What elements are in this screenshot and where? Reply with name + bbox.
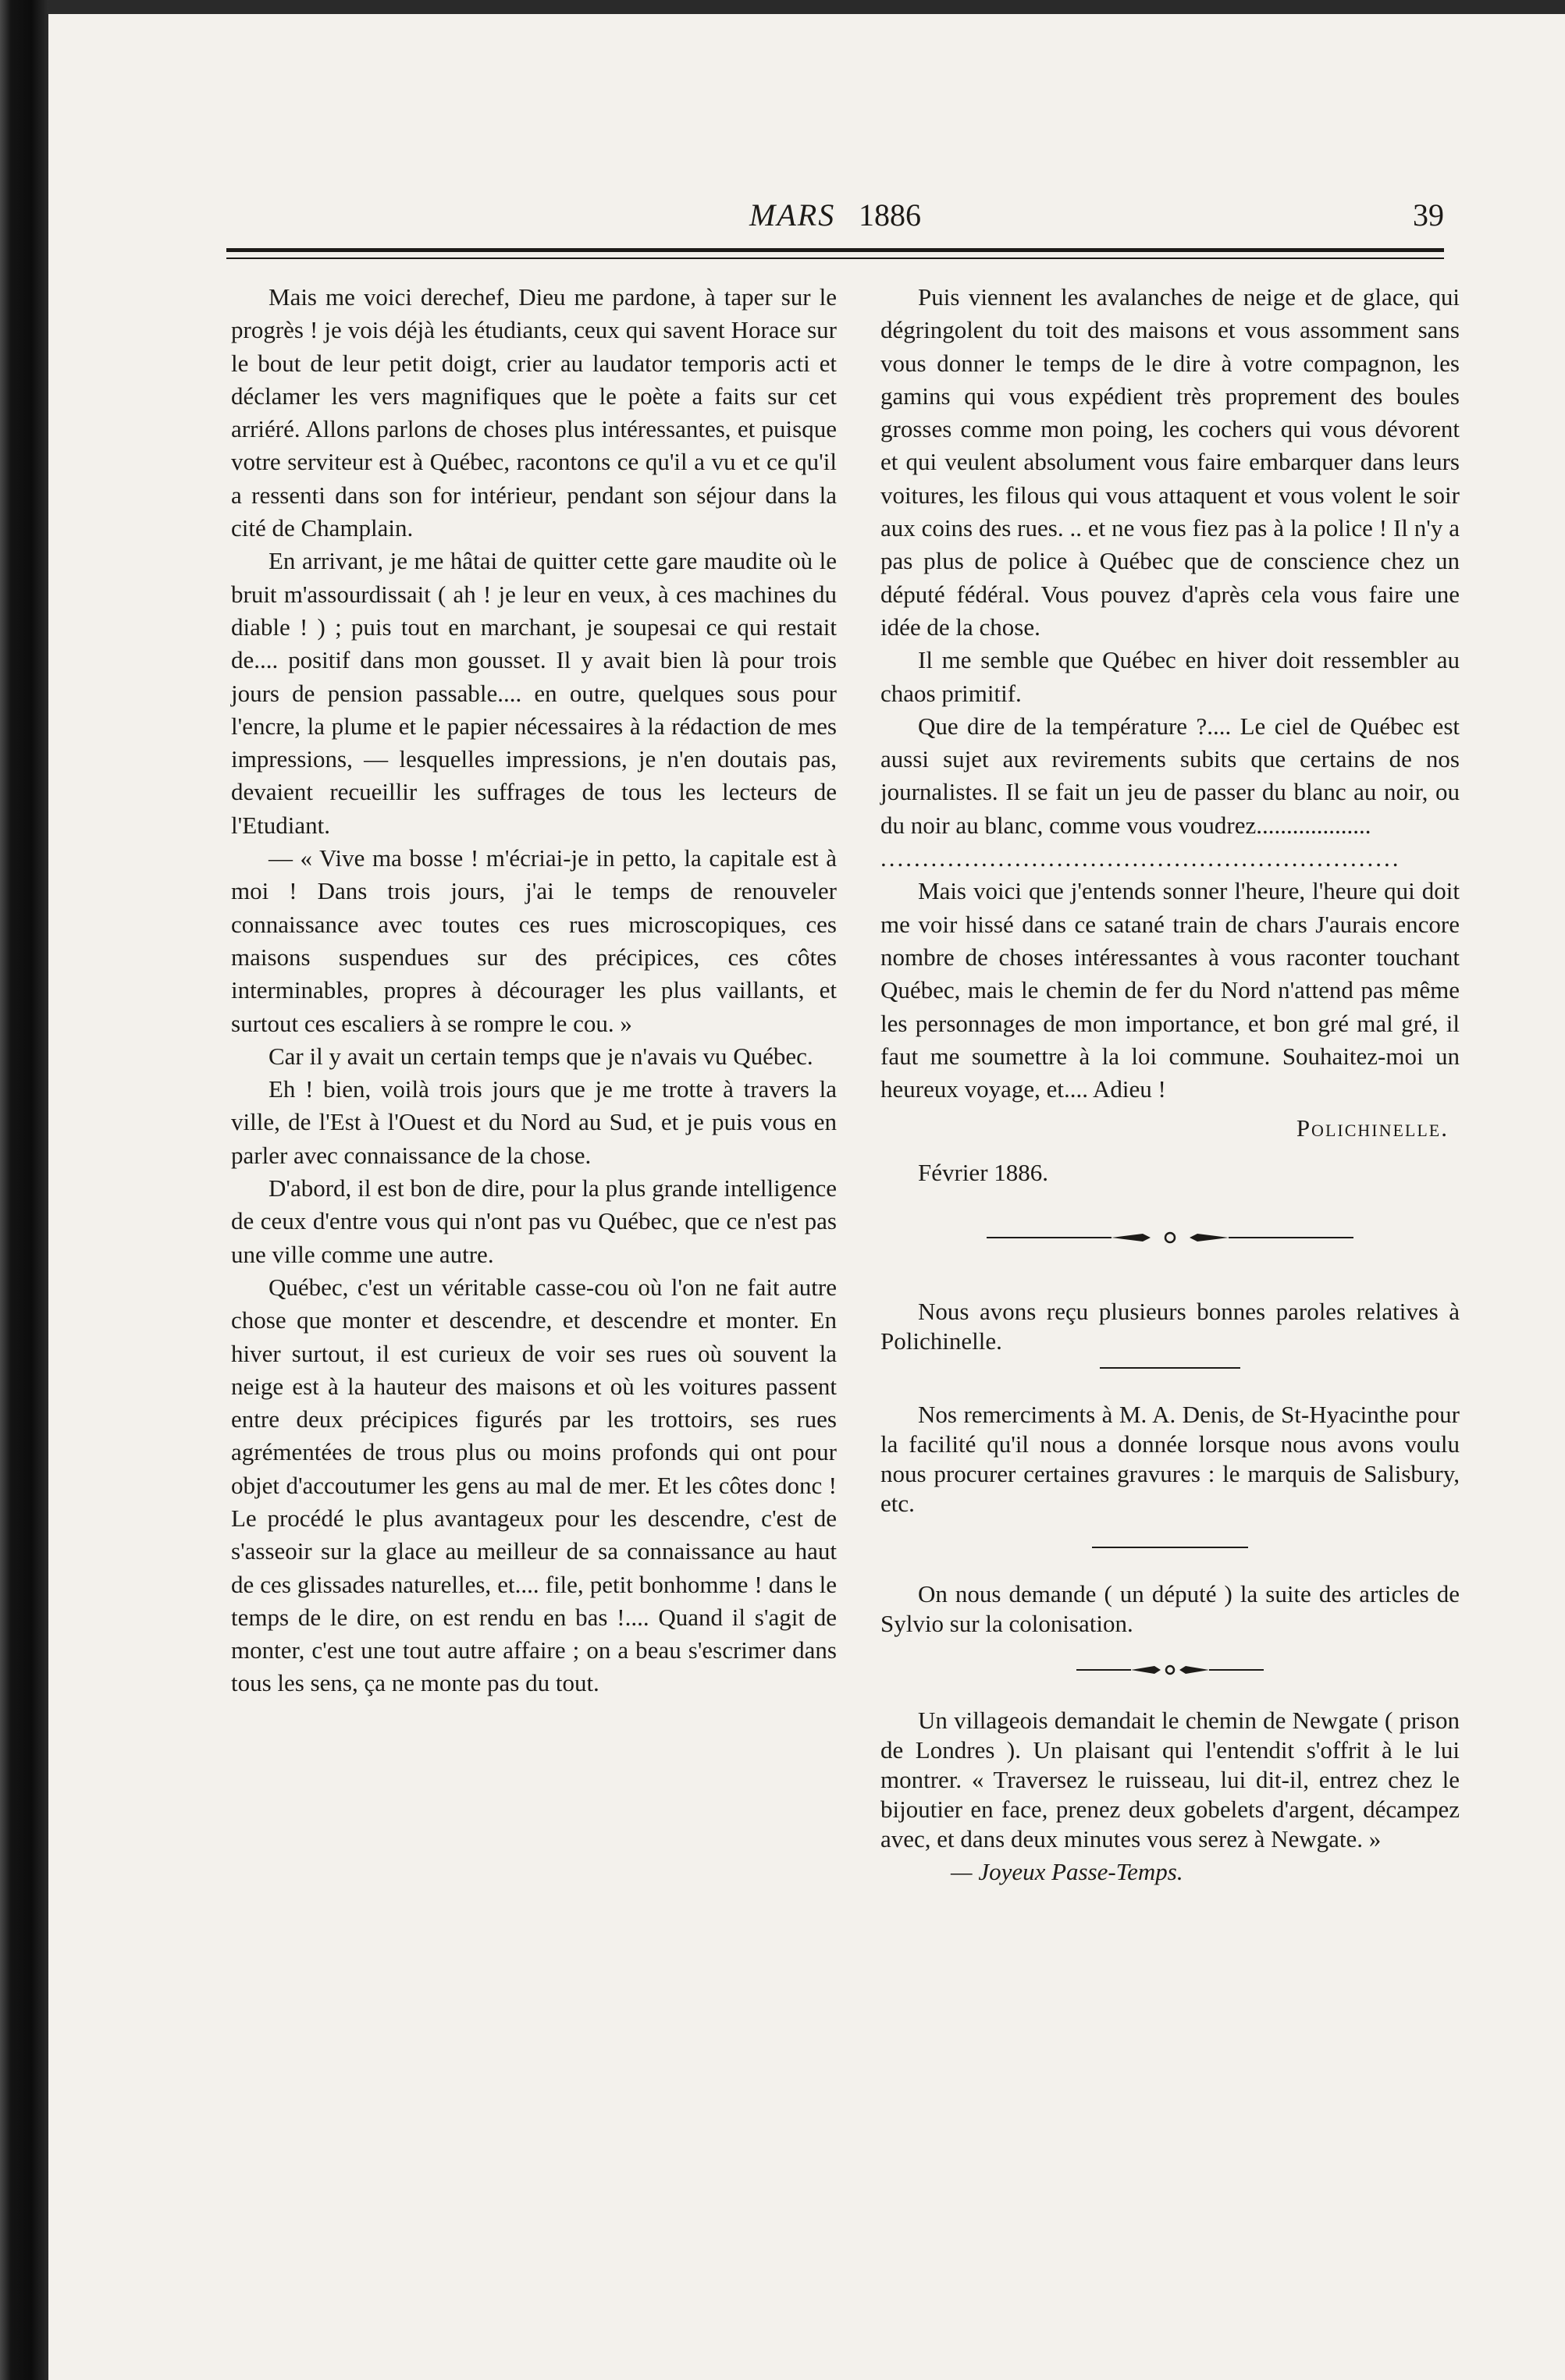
paragraph: Puis viennent les avalanches de neige et de glace, qui dégringolent du toit des maisons et vous assomment sans vous donner le temps de le dire à votre compagnon, les gamins qui vous expédient très proprement des boules grosses comme mon poing, les cochers qui vous dévorent et qui veulent absolument vous faire embarquer dans leurs voitures, les filous qui vous attaquent et vous volent le soir aux coins des rues. .. et ne vous fiez pas à la police ! Il n'y a pas plus de police à Québec que de conscience chez un député fédéral. Vous pouvez d'après cela vous faire une idée de la chose.	[880, 283, 1460, 641]
short-rule	[1100, 1367, 1240, 1369]
note: On nous demande ( un député ) la suite des articles de Sylvio sur la colonisation.	[880, 1580, 1460, 1638]
paragraph: En arrivant, je me hâtai de quitter cette gare maudite où le bruit m'assourdissait ( ah ! je leur en veux, à ces machines du diable ! ) ; puis tout en marchant, je soupesai ce qui restait de.... positif dans mon gousset. Il y avait bien là pour trois jours de pension passable.... en outre, quelques sous pour l'encre, la plume et le papier nécessaires à la rédaction de mes impressions, — lesquelles impressions, je n'en doutais pas, devaient recueillir les suffrages de tous les lecteurs de l'Etudiant.	[231, 547, 837, 839]
left-column	[231, 281, 837, 1700]
short-rule	[1092, 1547, 1248, 1548]
paragraph: Mais voici que j'entends sonner l'heure, l'heure qui doit me voir hissé dans ce satané train de chars J'aurais encore nombre de choses intéressantes à vous raconter touchant Québec, mais le chemin de fer du Nord n'attend pas même les personnages de mon importance, et bon gré mal gré, il faut me soumettre à la loi commune. Souhaitez-moi un heureux voyage, et.... Adieu !	[880, 877, 1460, 1103]
header-rule-thin	[226, 258, 1444, 259]
book-spine-edge	[0, 0, 48, 2380]
header-month: MARS	[749, 197, 836, 233]
ornament-divider-icon	[1076, 1662, 1264, 1678]
paragraph: Il me semble que Québec en hiver doit ressembler au chaos primitif.	[880, 646, 1460, 707]
date-line: Février 1886.	[918, 1158, 1049, 1186]
page-number: 39	[1413, 197, 1444, 233]
running-header	[226, 197, 1444, 243]
paragraph: D'abord, il est bon de dire, pour la plus grande intelligence de ceux d'entre vous qui n'ont pas vu Québec, que ce n'est pas une ville comme une autre.	[231, 1174, 837, 1268]
credit-line: — Joyeux Passe-Temps.	[951, 1858, 1183, 1886]
ornament-divider-icon	[987, 1230, 1353, 1245]
paragraph: Québec, c'est un véritable casse-cou où l'on ne fait autre chose que monter et descendre, et descendre et monter. En hiver surtout, il est curieux de voir ses rues où souvent la neige est à la hauteur des maisons et où les voitures passent entre deux précipices figurés par les trottoirs, ses rues agrémentées de trous plus ou moins profonds qui ont pour objet d'accoutumer les gens au mal de mer. Et les côtes donc ! Le procédé le plus avantageux pour les descendre, c'est de s'asseoir sur la glace au meilleur de sa connaissance au haut de ces glissades naturelles, et.... file, petit bonhomme ! dans le temps de le dire, on est rendu en bas !.... Quand il s'agit de monter, c'est une tout autre affaire ; on a beau s'escrimer dans tous les sens, ça ne monte pas du tout.	[231, 1273, 837, 1697]
note: Nous avons reçu plusieurs bonnes paroles relatives à Polichinelle.	[880, 1298, 1460, 1355]
header-year: 1886	[859, 197, 921, 233]
top-edge-band	[0, 0, 1565, 14]
note: Un villageois demandait le chemin de Newgate ( prison de Londres ). Un plaisant qui l'entendit s'offrit à le lui montrer. « Traversez le ruisseau, lui dit-il, entrez chez le bijoutier en face, prenez deux gobelets d'argent, décampez avec, et dans deux minutes vous serez à Newgate. »	[880, 1707, 1460, 1853]
paragraph: Que dire de la température ?.... Le ciel de Québec est aussi sujet aux revirements subits que certains de nos journalistes. Il se fait un jeu de passer du blanc au noir, ou du noir au blanc, comme vous voudrez...................	[880, 712, 1460, 839]
ellipsis-line: ..............................................................	[880, 844, 1401, 872]
header-rule-thick	[226, 248, 1444, 252]
right-column	[880, 281, 1460, 1887]
signature: Polichinelle.	[1296, 1114, 1449, 1142]
paragraph: Mais me voici derechef, Dieu me pardone, à taper sur le progrès ! je vois déjà les étudiants, ceux qui savent Horace sur le bout de leur petit doigt, crier au laudator temporis acti et déclamer les vers magnifiques que le poète a faits sur cet arriéré. Allons parlons de choses plus intéressantes, et puisque votre serviteur est à Québec, racontons ce qu'il a vu et ce qu'il a ressenti dans son for intérieur, pendant son séjour dans la cité de Champlain.	[231, 283, 837, 542]
note: Nos remerciments à M. A. Denis, de St-Hyacinthe pour la facilité qu'il nous a donnée lorsque nous avons voulu nous procurer certaines gravures : le marquis de Salisbury, etc.	[880, 1401, 1460, 1518]
paragraph: — « Vive ma bosse ! m'écriai-je in petto, la capitale est à moi ! Dans trois jours, j'ai le temps de renouveler connaissance avec toutes ces rues microscopiques, ces maisons suspendues sur des précipices, ces côtes interminables, propres à décourager les plus vaillants, et surtout ces escaliers à se rompre le cou. »	[231, 844, 837, 1037]
paragraph: Eh ! bien, voilà trois jours que je me trotte à travers la ville, de l'Est à l'Ouest et du Nord au Sud, et je puis vous en parler avec connaissance de la chose.	[231, 1075, 837, 1169]
notes-section	[880, 1297, 1460, 1887]
paragraph: Car il y avait un certain temps que je n'avais vu Québec.	[269, 1042, 813, 1070]
